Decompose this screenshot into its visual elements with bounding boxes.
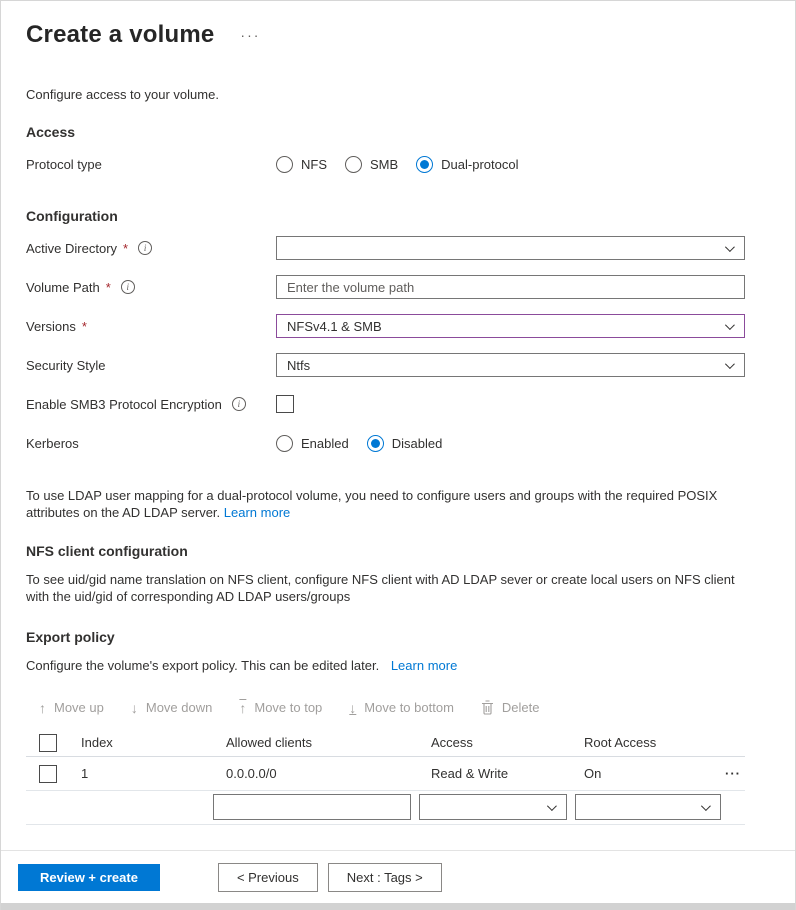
move-down-label: Move down xyxy=(145,700,213,715)
row-checkbox[interactable] xyxy=(39,765,57,783)
radio-nfs-label: NFS xyxy=(301,156,327,172)
delete-button[interactable] xyxy=(481,700,540,715)
versions-row xyxy=(26,314,745,338)
radio-smb-label: SMB xyxy=(370,156,399,172)
smb3-encryption-checkbox[interactable] xyxy=(276,395,294,413)
move-up-button[interactable] xyxy=(39,700,104,715)
delete-icon xyxy=(481,700,494,715)
move-to-top-icon: ↑ xyxy=(239,699,247,716)
column-header-access: Access xyxy=(431,735,473,750)
chevron-down-icon xyxy=(547,801,557,811)
configuration-heading: Configuration xyxy=(26,208,118,224)
chevron-down-icon xyxy=(725,320,735,330)
smb3-encryption-row xyxy=(26,392,745,416)
review-create-button[interactable]: Review + create xyxy=(18,864,160,891)
chevron-down-icon xyxy=(725,242,735,252)
radio-smb-icon[interactable] xyxy=(345,156,362,173)
ldap-note xyxy=(26,487,745,521)
cell-allowed-clients: 0.0.0.0/0 xyxy=(226,766,277,781)
page-title: Create a volume xyxy=(26,21,215,48)
smb3-encryption-label: Enable SMB3 Protocol Encryption xyxy=(26,396,222,412)
move-up-label: Move up xyxy=(54,700,104,715)
kerberos-radio-group xyxy=(276,435,442,452)
radio-dual-protocol[interactable] xyxy=(416,156,518,173)
security-style-select[interactable] xyxy=(276,353,745,377)
radio-nfs[interactable] xyxy=(276,156,327,173)
cell-root-access: On xyxy=(584,766,602,781)
page-subtitle: Configure access to your volume. xyxy=(26,87,219,102)
volume-path-label: Volume Path xyxy=(26,279,100,295)
kerberos-label: Kerberos xyxy=(26,435,79,451)
active-directory-select[interactable] xyxy=(276,236,745,260)
table-header-row xyxy=(26,729,745,757)
ldap-learn-more-link[interactable]: Learn more xyxy=(223,505,291,520)
select-all-checkbox[interactable] xyxy=(39,734,57,752)
delete-label: Delete xyxy=(501,700,540,715)
move-to-bottom-icon: ↓ xyxy=(349,699,357,716)
required-mark: * xyxy=(81,318,87,334)
radio-kerberos-disabled-icon[interactable] xyxy=(367,435,384,452)
row-actions-icon[interactable]: ··· xyxy=(725,766,741,781)
radio-kerberos-enabled[interactable] xyxy=(276,435,349,452)
kerberos-row xyxy=(26,431,745,455)
security-style-label: Security Style xyxy=(26,357,106,373)
info-icon[interactable]: i xyxy=(138,241,152,255)
protocol-type-label: Protocol type xyxy=(26,156,102,172)
security-style-value: Ntfs xyxy=(287,357,311,373)
radio-nfs-icon[interactable] xyxy=(276,156,293,173)
protocol-type-row xyxy=(26,152,745,176)
versions-select[interactable] xyxy=(276,314,745,338)
move-up-icon: ↑ xyxy=(39,699,46,716)
cell-access: Read & Write xyxy=(431,766,509,781)
volume-path-input[interactable] xyxy=(287,280,734,295)
move-to-top-label: Move to top xyxy=(254,700,323,715)
export-policy-table xyxy=(26,729,745,825)
nfs-client-heading: NFS client configuration xyxy=(26,543,188,559)
move-to-top-button[interactable] xyxy=(239,700,322,715)
context-menu-icon[interactable]: ··· xyxy=(240,27,261,43)
create-volume-page xyxy=(1,1,795,825)
active-directory-label: Active Directory xyxy=(26,240,118,256)
column-header-index: Index xyxy=(81,735,113,750)
export-policy-heading: Export policy xyxy=(26,629,115,645)
radio-dual-protocol-label: Dual-protocol xyxy=(441,156,519,172)
column-header-allowed-clients: Allowed clients xyxy=(226,735,312,750)
nfs-client-text: To see uid/gid name translation on NFS client, configure NFS client with AD LDAP sever or create local users on NFS client with the uid/gid of corresponding AD LDAP users/groups xyxy=(26,572,735,604)
active-directory-row xyxy=(26,236,745,260)
radio-kerberos-enabled-label: Enabled xyxy=(301,435,349,451)
volume-path-row xyxy=(26,275,745,299)
required-mark: * xyxy=(105,279,111,295)
export-policy-learn-more-link[interactable]: Learn more xyxy=(390,658,458,673)
radio-kerberos-disabled-label: Disabled xyxy=(391,435,443,451)
wizard-footer xyxy=(1,850,795,903)
radio-kerberos-disabled[interactable] xyxy=(367,435,443,452)
new-rule-row xyxy=(26,791,745,825)
move-down-button[interactable] xyxy=(131,700,212,715)
previous-button[interactable]: < Previous xyxy=(218,863,318,892)
cell-index: 1 xyxy=(81,766,89,781)
column-header-root-access: Root Access xyxy=(584,735,657,750)
ldap-note-text: To use LDAP user mapping for a dual-protocol volume, you need to configure users and groups with the required POSIX attributes on the AD LDAP server. xyxy=(26,488,718,520)
info-icon[interactable]: i xyxy=(121,280,135,294)
new-allowed-clients-input[interactable] xyxy=(224,800,400,815)
info-icon[interactable]: i xyxy=(232,397,246,411)
versions-label: Versions xyxy=(26,318,76,334)
versions-value: NFSv4.1 & SMB xyxy=(287,318,382,334)
table-row xyxy=(26,757,745,791)
radio-kerberos-enabled-icon[interactable] xyxy=(276,435,293,452)
new-allowed-clients-field xyxy=(213,794,411,820)
bottom-strip xyxy=(1,903,795,910)
move-to-bottom-button[interactable] xyxy=(349,700,454,715)
access-heading: Access xyxy=(26,124,76,140)
new-access-select[interactable] xyxy=(419,794,567,820)
export-policy-text: Configure the volume's export policy. This can be edited later. xyxy=(26,658,380,673)
move-to-bottom-label: Move to bottom xyxy=(364,700,454,715)
export-policy-description xyxy=(26,657,745,674)
next-tags-button[interactable]: Next : Tags > xyxy=(328,863,442,892)
chevron-down-icon xyxy=(701,801,711,811)
volume-path-field xyxy=(276,275,745,299)
new-root-access-select[interactable] xyxy=(575,794,721,820)
required-mark: * xyxy=(123,240,129,256)
security-style-row xyxy=(26,353,745,377)
chevron-down-icon xyxy=(725,359,735,369)
export-policy-toolbar xyxy=(26,700,745,715)
protocol-type-radio-group xyxy=(276,156,519,173)
radio-smb[interactable] xyxy=(345,156,398,173)
radio-dual-protocol-icon[interactable] xyxy=(416,156,433,173)
move-down-icon: ↓ xyxy=(130,699,138,716)
